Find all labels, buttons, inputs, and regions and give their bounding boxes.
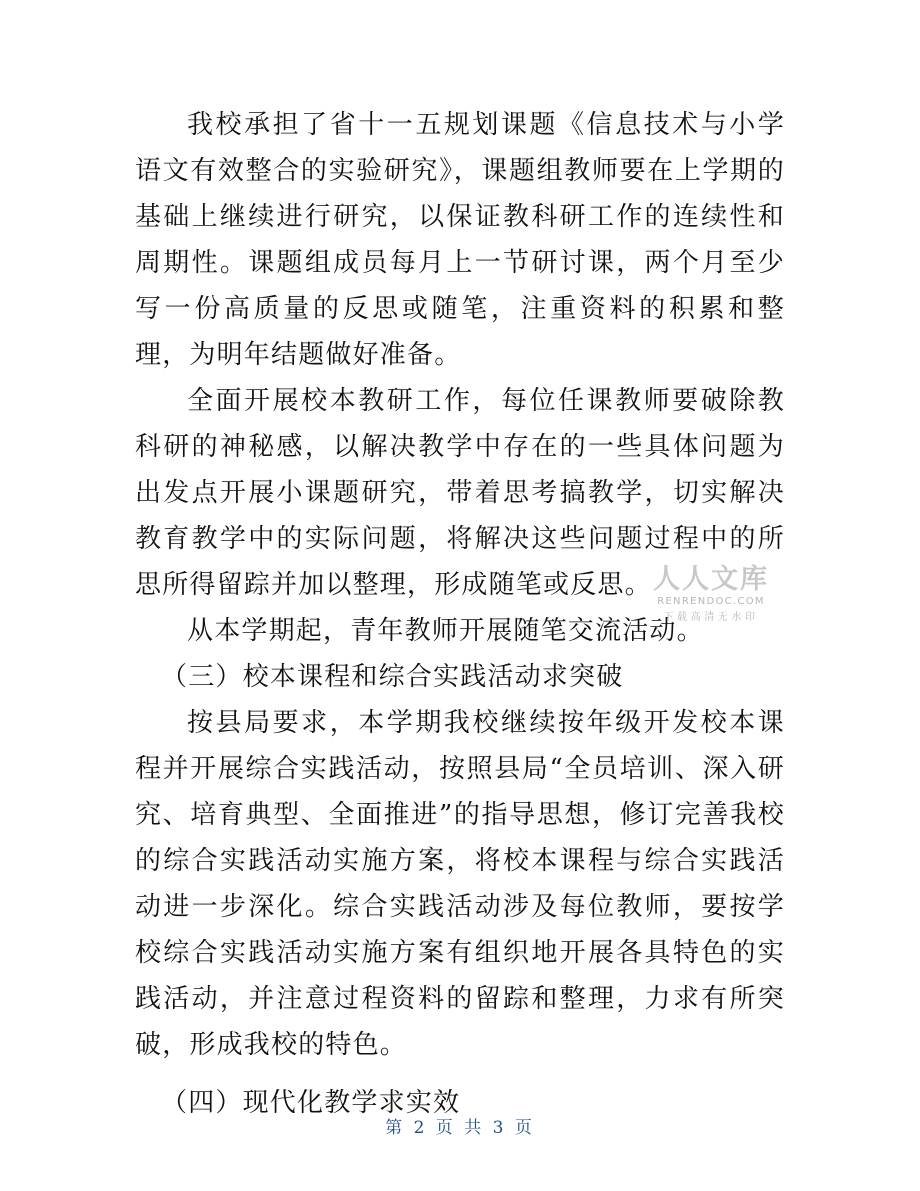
section-four-heading: （四）现代化教学求实效 [161,1088,461,1118]
paragraph-section-three: 按县局要求，本学期我校继续按年级开发校本课程并开展综合实践活动，按照县局“全员培训、深入研究、培育典型、全面推进”的指导思想，修订完善我校的综合实践活动实施方案，将校本课程与综合实践活动进一步深化。综合实践活动涉及每位教师，要按学校综合实践活动实施方案有组织地开展各具特色的实践活动，并注意过程资料的留踪和整理，力求有所突破，形成我校的特色。 [135,708,785,1060]
watermark-logo [648,564,774,623]
paragraph-young-teachers: 从本学期起，青年教师开展随笔交流活动。 [187,616,704,646]
page-number-footer: 第 2 页 共 3 页 [385,1118,535,1138]
watermark-subtitle: 下载高清无水印 [663,612,759,623]
watermark-title: 人人文库 [653,564,769,595]
paragraph-school-research: 全面开展校本教研工作，每位任课教师要破除教科研的神秘感，以解决教学中存在的一些具体问题为出发点开展小课题研究，带着思考搞教学，切实解决教育教学中的实际问题，将解决这些问题过程中的所思所得留踪并加以整理，形成随笔或反思。 [135,386,785,600]
paragraph-research-project: 我校承担了省十一五规划课题《信息技术与小学语文有效整合的实验研究》，课题组教师要在上学期的基础上继续进行研究，以保证教科研工作的连续性和周期性。课题组成员每月上一节研讨课，两个月至少写一份高质量的反思或随笔，注重资料的积累和整理，为明年结题做好准备。 [135,110,785,370]
section-three-heading: （三）校本课程和综合实践活动求突破 [161,662,624,692]
watermark-url: RENRENDOC.COM [657,596,765,607]
